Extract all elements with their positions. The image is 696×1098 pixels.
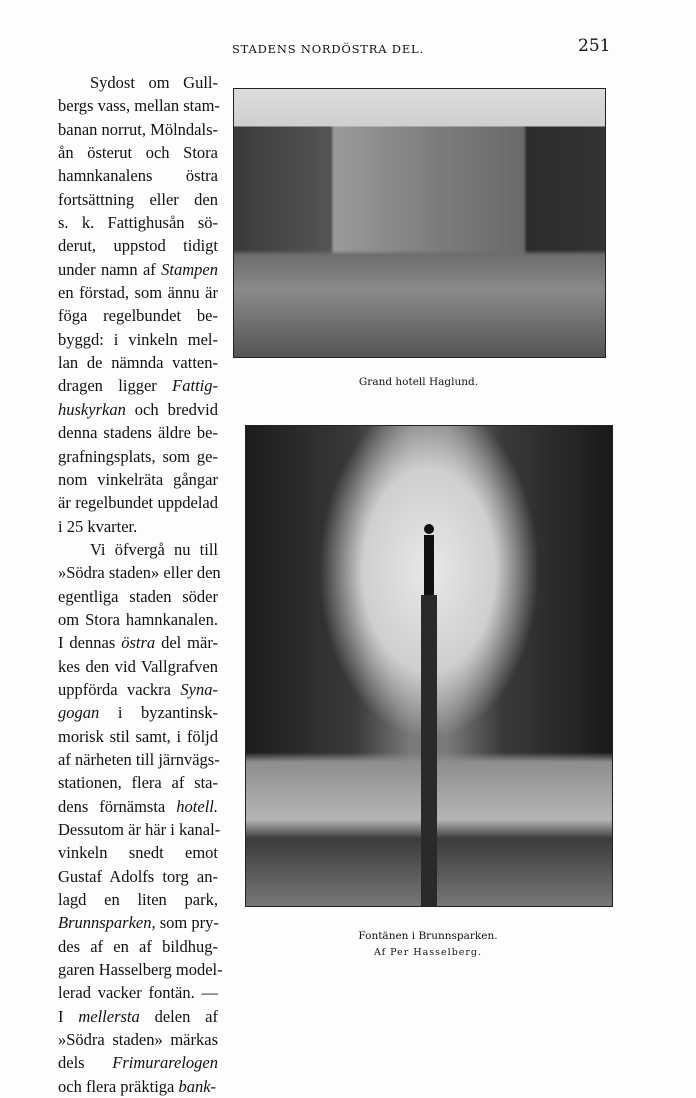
text-segment: banan norrut, Mölndals- — [58, 119, 218, 139]
text-segment: vinkeln snedt emot — [58, 843, 218, 863]
italic-text: Frimurarelogen — [112, 1053, 218, 1073]
text-segment: Sydost om Gull- — [90, 73, 218, 92]
fountain-statue-graphic — [418, 521, 440, 907]
text-line — [58, 748, 218, 771]
text-line — [58, 1028, 218, 1051]
text-line — [58, 234, 218, 257]
text-segment: af närheten till järnvägs- — [58, 749, 220, 769]
text-line — [58, 374, 218, 397]
italic-text: Syna- — [180, 679, 218, 699]
text-segment: under namn af — [58, 259, 162, 279]
italic-text: bank- — [178, 1076, 217, 1096]
text-line — [58, 141, 218, 164]
text-segment: egentliga staden söder — [58, 586, 218, 606]
text-line — [58, 1005, 218, 1028]
text-line — [58, 911, 218, 934]
text-line — [58, 585, 218, 608]
text-segment: uppförda vackra — [58, 679, 181, 699]
italic-text: östra — [121, 633, 156, 653]
running-title: STADENS NORDÖSTRA DEL. — [232, 42, 424, 56]
text-segment: föga regelbundet be- — [58, 306, 218, 326]
text-segment: i byzantinsk- — [99, 703, 218, 723]
text-segment: och bredvid — [125, 399, 218, 419]
fountain-caption: Fontänen i Brunnsparken. — [358, 930, 498, 942]
text-line — [58, 515, 218, 538]
text-segment: i 25 kvarter. — [58, 516, 138, 536]
text-segment: s. k. Fattighusån sö- — [58, 213, 218, 233]
text-line — [58, 328, 218, 351]
text-segment: hamnkanalens östra — [58, 166, 218, 186]
text-segment: byggd: i vinkeln mel- — [58, 329, 218, 349]
text-segment: dens förnämsta — [58, 796, 177, 816]
text-segment: stationen, flera af sta- — [58, 773, 218, 793]
text-line — [58, 538, 218, 561]
text-line — [58, 631, 218, 654]
text-line — [58, 701, 218, 724]
italic-text: Brunnsparken, — [58, 913, 156, 933]
text-line — [58, 281, 218, 304]
text-line — [58, 164, 218, 187]
text-line — [58, 1051, 218, 1074]
hotel-caption: Grand hotell Haglund. — [358, 376, 479, 388]
text-segment: I dennas — [58, 633, 122, 653]
text-segment: kes den vid Vallgrafven — [58, 656, 218, 676]
page-number: 251 — [578, 36, 611, 56]
fountain-photograph — [245, 425, 613, 907]
text-line — [58, 561, 221, 584]
italic-text: gogan — [58, 703, 100, 723]
hotel-photograph — [233, 88, 606, 358]
text-segment: Gustaf Adolfs torg an- — [58, 866, 218, 886]
text-segment: nom vinkelräta gångar — [58, 469, 218, 489]
text-line — [58, 608, 218, 631]
text-segment: ån österut och Stora — [58, 143, 218, 163]
text-segment: bergs vass, mellan stam- — [58, 96, 220, 116]
text-line — [58, 421, 218, 444]
text-line — [58, 981, 218, 1004]
italic-text: mellersta — [78, 1006, 140, 1026]
text-segment: dragen ligger — [58, 376, 173, 396]
text-line — [58, 865, 218, 888]
text-segment: I — [58, 1006, 79, 1026]
text-segment: är regelbundet uppdelad — [58, 493, 218, 513]
text-line — [58, 771, 218, 794]
text-segment: »Södra staden» märkas — [58, 1030, 218, 1050]
text-segment: garen Hasselberg model- — [58, 960, 223, 980]
body-text-column — [58, 71, 223, 1098]
text-line — [58, 258, 218, 281]
text-line — [58, 818, 221, 841]
text-line — [58, 491, 218, 514]
text-segment: lan de nämnda vatten- — [58, 353, 218, 373]
text-line — [58, 445, 218, 468]
italic-text: Fattig- — [172, 376, 218, 396]
text-line — [58, 841, 218, 864]
text-line — [58, 188, 218, 211]
fountain-credit: Af Per Hasselberg. — [373, 947, 483, 958]
text-line — [58, 1075, 218, 1098]
text-segment: Dessutom är här i kanal- — [58, 820, 221, 839]
text-line — [58, 888, 218, 911]
text-line — [58, 71, 218, 94]
text-line — [58, 304, 218, 327]
italic-text: huskyrkan — [58, 399, 126, 419]
italic-text: hotell. — [176, 796, 218, 816]
text-line — [58, 678, 218, 701]
text-segment: dels — [58, 1053, 113, 1073]
text-segment: denna stadens äldre be- — [58, 423, 218, 443]
text-segment: grafningsplats, som ge- — [58, 446, 218, 466]
text-line — [58, 398, 218, 421]
text-line — [58, 795, 218, 818]
text-segment: om Stora hamnkanalen. — [58, 609, 218, 629]
text-line — [58, 468, 218, 491]
text-line — [58, 725, 218, 748]
text-line — [58, 655, 218, 678]
text-line — [58, 958, 223, 981]
text-segment: och flera präktiga — [58, 1076, 179, 1096]
text-line — [58, 351, 218, 374]
text-line — [58, 211, 218, 234]
text-segment: del mär- — [155, 633, 218, 653]
text-segment: fortsättning eller den — [58, 189, 218, 209]
text-segment: som pry- — [155, 913, 219, 933]
text-segment: delen af — [139, 1006, 218, 1026]
text-segment: lerad vacker fontän. — — [58, 983, 218, 1003]
text-segment: des af en af bildhug- — [58, 936, 218, 956]
italic-text: Stampen — [161, 259, 218, 279]
text-segment: en förstad, som ännu är — [58, 283, 218, 303]
text-line — [58, 94, 218, 117]
text-segment: derut, uppstod tidigt — [58, 236, 218, 256]
text-line — [58, 935, 218, 958]
text-segment: lagd en liten park, — [58, 890, 218, 910]
text-line — [58, 118, 218, 141]
text-segment: Vi öfvergå nu till — [90, 539, 218, 559]
text-segment: »Södra staden» eller den — [58, 563, 221, 583]
text-segment: morisk stil samt, i följd — [58, 726, 218, 746]
